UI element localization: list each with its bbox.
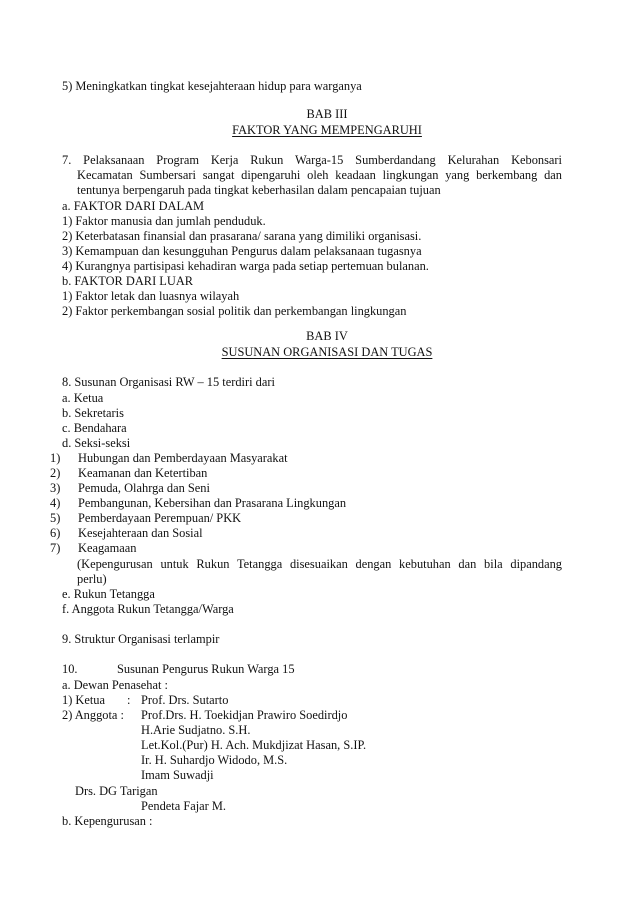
section-heading: b. FAKTOR DARI LUAR xyxy=(62,274,194,288)
note-line: (Kepengurusan untuk Rukun Tetangga disesuaikan dengan kebutuhan dan bila dipandang xyxy=(77,557,562,571)
member-name: Prof.Drs. H. Toekidjan Prawiro Soedirdjo xyxy=(141,708,348,722)
chapter-title: BAB III xyxy=(306,107,348,121)
member-name: Ir. H. Suhardjo Widodo, M.S. xyxy=(141,753,288,767)
list-item: Pemuda, Olahrga dan Seni xyxy=(78,481,210,495)
list-item: Pemberdayaan Perempuan/ PKK xyxy=(78,511,242,525)
list-number: 6) xyxy=(50,526,61,540)
list-item: a. Dewan Penasehat : xyxy=(62,678,168,692)
section-heading: Susunan Pengurus Rukun Warga 15 xyxy=(117,662,295,676)
list-item: a. Ketua xyxy=(62,391,104,405)
note-line: perlu) xyxy=(77,572,107,586)
list-number: 2) xyxy=(50,466,61,480)
member-name: Let.Kol.(Pur) H. Ach. Mukdjizat Hasan, S.IP. xyxy=(141,738,367,752)
section-heading: a. FAKTOR DARI DALAM xyxy=(62,199,205,213)
member-name: Imam Suwadji xyxy=(141,768,214,782)
list-item: 2) Faktor perkembangan sosial politik dan perkembangan lingkungan xyxy=(62,304,407,318)
list-item: b. Sekretaris xyxy=(62,406,124,420)
list-item: d. Seksi-seksi xyxy=(62,436,131,450)
list-number: 7) xyxy=(50,541,61,555)
chapter-subtitle: SUSUNAN ORGANISASI DAN TUGAS xyxy=(221,345,433,359)
list-number: 5) xyxy=(50,511,61,525)
list-item: Keamanan dan Ketertiban xyxy=(78,466,208,480)
chapter-subtitle: FAKTOR YANG MEMPENGARUHI xyxy=(232,123,422,137)
section-heading: 8. Susunan Organisasi RW – 15 terdiri dari xyxy=(62,375,275,389)
list-number: 3) xyxy=(50,481,61,495)
section-heading: 9. Struktur Organisasi terlampir xyxy=(62,632,220,646)
list-item: Keagamaan xyxy=(78,541,137,555)
list-item: 2) Keterbatasan finansial dan prasarana/ sarana yang dimiliki organisasi. xyxy=(62,229,422,243)
role-label: 1) Ketua xyxy=(62,693,106,707)
role-label: 2) Anggota : xyxy=(62,708,124,722)
paragraph-line: tentunya berpengaruh pada tingkat keberhasilan dalam pencapaian tujuan xyxy=(77,183,441,197)
member-name: H.Arie Sudjatno. S.H. xyxy=(141,723,251,737)
list-item: 1) Faktor manusia dan jumlah penduduk. xyxy=(62,214,266,228)
member-name: Drs. DG Tarigan xyxy=(75,784,158,798)
paragraph-line: Kecamatan Sumbersari sangat dipengaruhi oleh keadaan lingkungan yang berkembang dan xyxy=(77,168,562,182)
list-item: 5) Meningkatkan tingkat kesejahteraan hidup para warganya xyxy=(62,79,362,93)
list-item: Pembangunan, Kebersihan dan Prasarana Lingkungan xyxy=(78,496,347,510)
list-number: 10. xyxy=(62,662,78,676)
section-heading: b. Kepengurusan : xyxy=(62,814,153,828)
list-item: e. Rukun Tetangga xyxy=(62,587,155,601)
member-name: Pendeta Fajar M. xyxy=(141,799,226,813)
list-number: 1) xyxy=(50,451,61,465)
list-number: 4) xyxy=(50,496,61,510)
list-item: Hubungan dan Pemberdayaan Masyarakat xyxy=(78,451,288,465)
member-name: Prof. Drs. Sutarto xyxy=(141,693,229,707)
list-item: 1) Faktor letak dan luasnya wilayah xyxy=(62,289,240,303)
paragraph-line: 7. Pelaksanaan Program Kerja Rukun Warga-15 Sumberdandang Kelurahan Kebonsari xyxy=(62,153,562,167)
list-item: 4) Kurangnya partisipasi kehadiran warga pada setiap pertemuan bulanan. xyxy=(62,259,429,273)
list-item: 3) Kemampuan dan kesungguhan Pengurus dalam pelaksanaan tugasnya xyxy=(62,244,422,258)
list-item: f. Anggota Rukun Tetangga/Warga xyxy=(62,602,234,616)
role-separator: : xyxy=(127,693,131,707)
list-item: Kesejahteraan dan Sosial xyxy=(78,526,203,540)
chapter-title: BAB IV xyxy=(306,329,348,343)
list-item: c. Bendahara xyxy=(62,421,127,435)
